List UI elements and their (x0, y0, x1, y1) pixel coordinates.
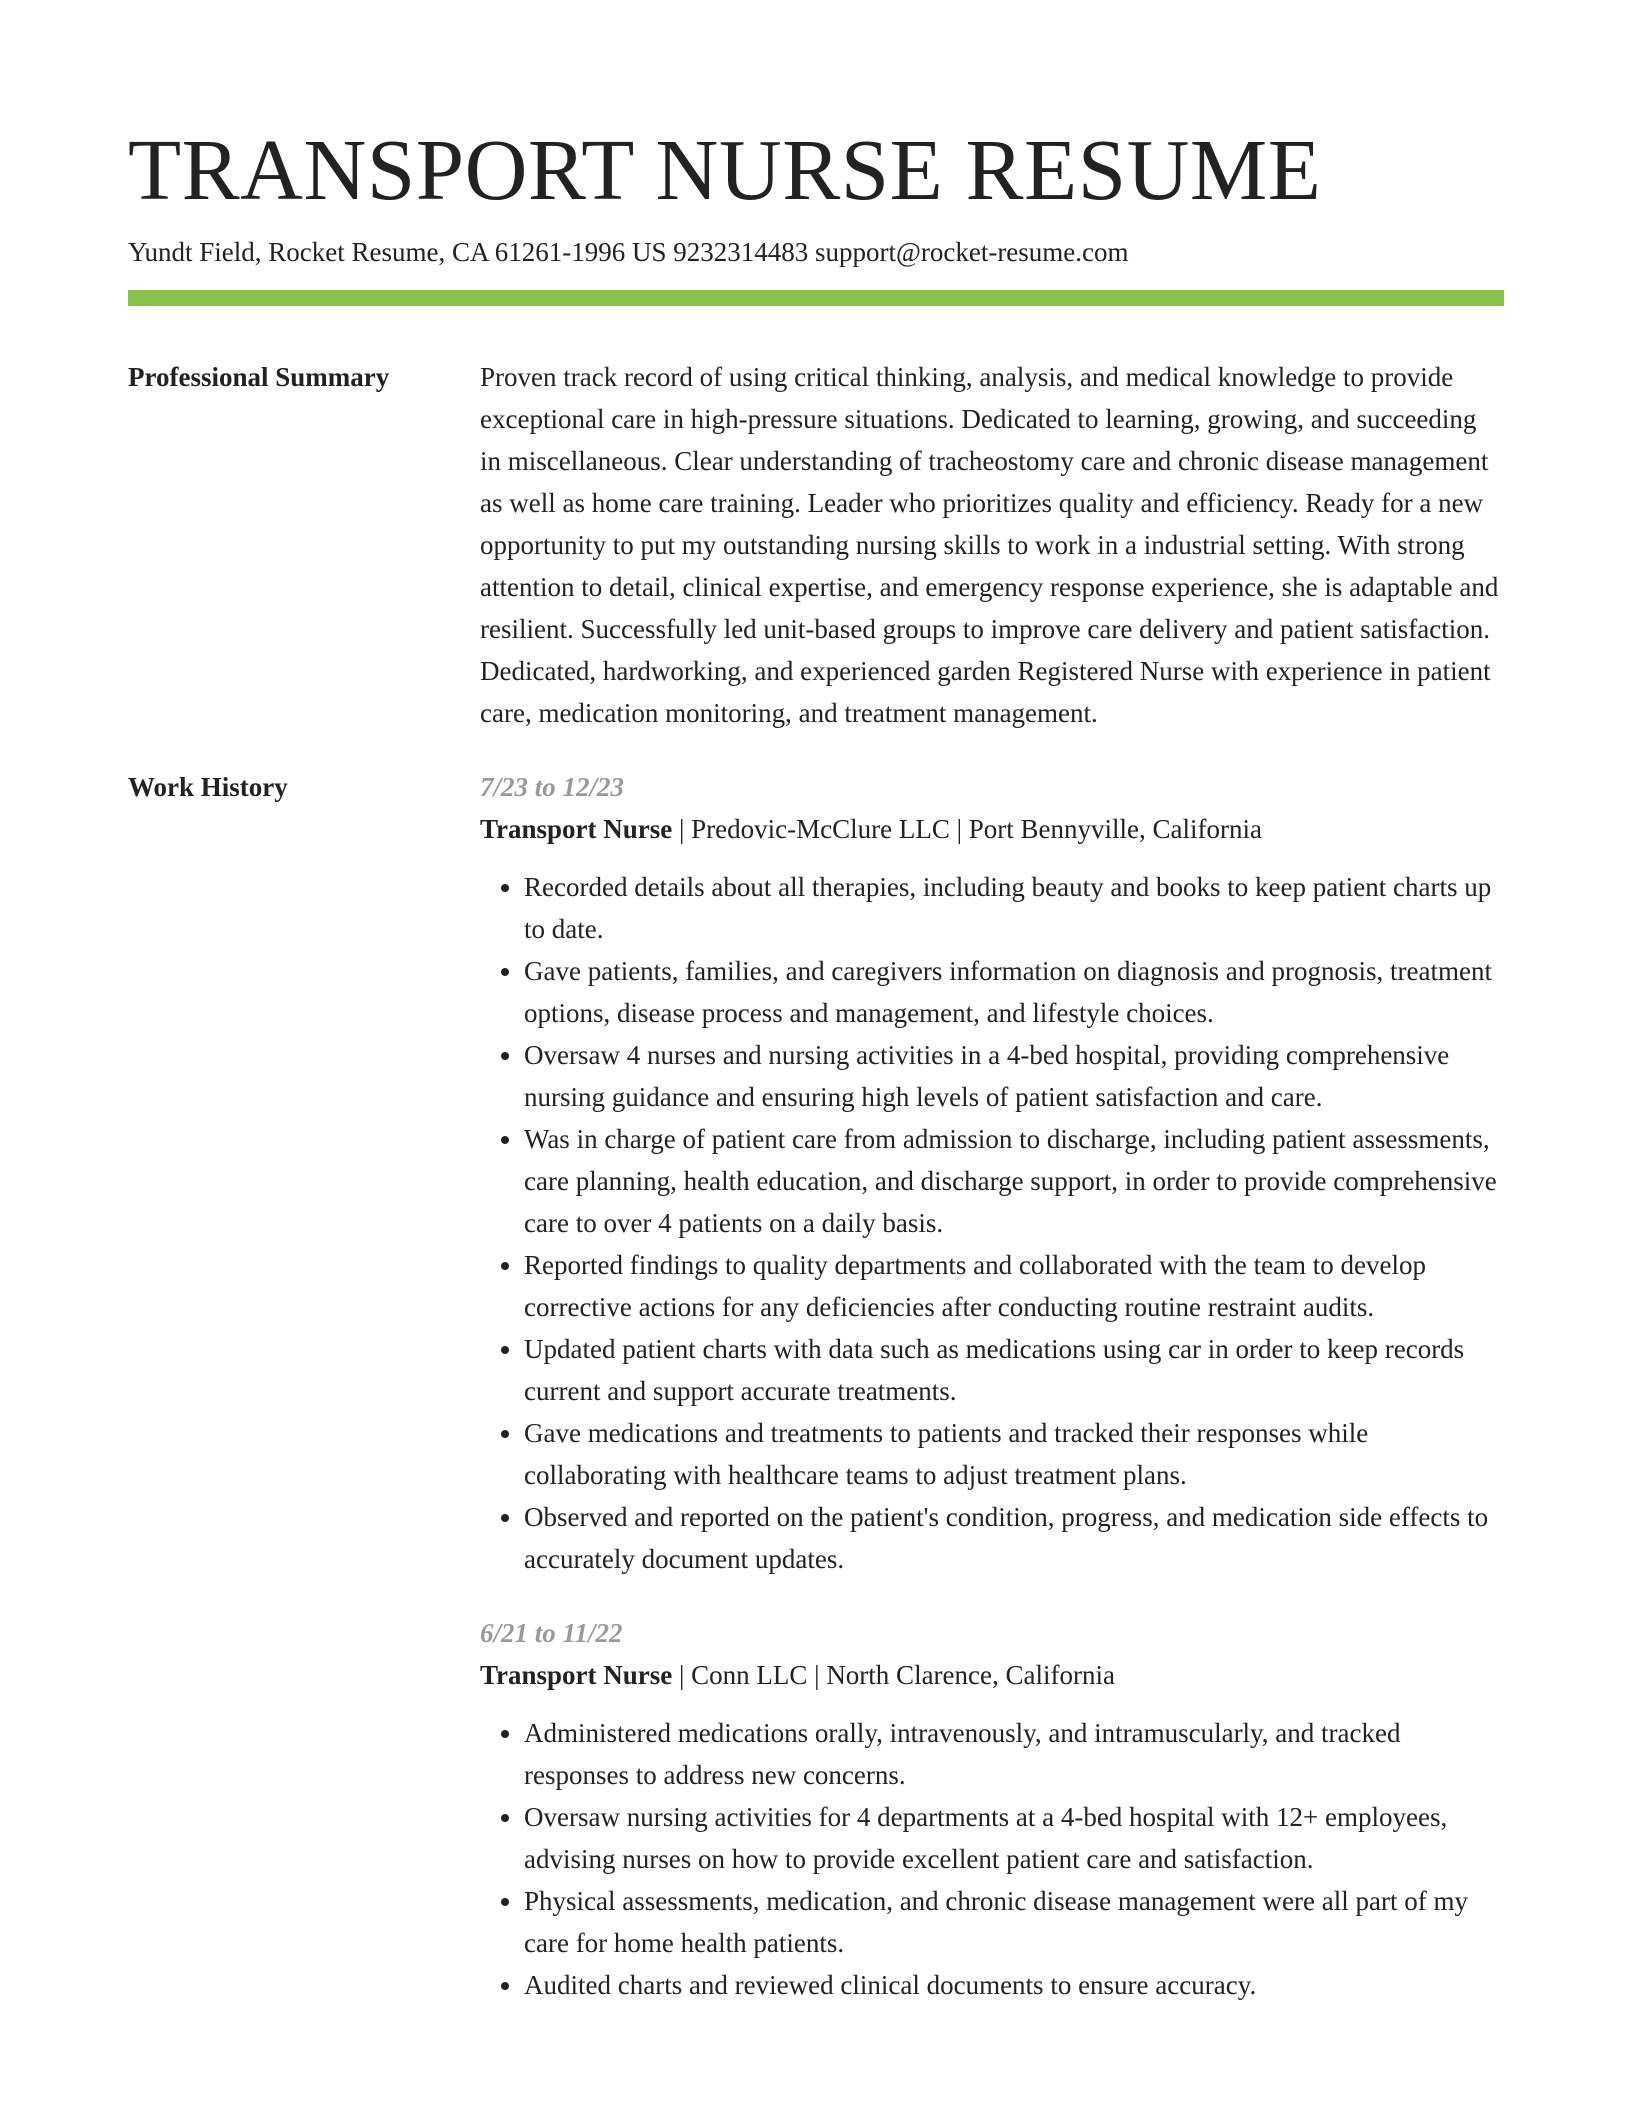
job-employer-location: | Predovic-McClure LLC | Port Bennyville, California (672, 814, 1262, 844)
job-bullet: • Was in charge of patient care from admission to discharge, including patient assessments, care planning, health education, and discharge support, in order to provide comprehensive care to over 4 patients on a daily basis. (524, 1118, 1504, 1244)
job-bullet: • Audited charts and reviewed clinical documents to ensure accuracy. (524, 1964, 1504, 2006)
job-entry (480, 766, 1504, 1580)
job-bullet: • Recorded details about all therapies, including beauty and books to keep patient charts up to date. (524, 866, 1504, 950)
job-employer-location: | Conn LLC | North Clarence, California (672, 1660, 1115, 1690)
section-label-summary: Professional Summary (128, 362, 390, 392)
resume-title: TRANSPORT NURSE RESUME (128, 121, 1322, 218)
resume-page (128, 118, 1504, 2006)
job-role: Transport Nurse (480, 814, 673, 844)
job-bullet: • Reported findings to quality departments and collaborated with the team to develop corrective actions for any deficiencies after conducting routine restraint audits. (524, 1244, 1504, 1328)
job-title-line (480, 1654, 1504, 1696)
job-role: Transport Nurse (480, 1660, 673, 1690)
job-bullet: • Observed and reported on the patient's condition, progress, and medication side effects to accurately document updates. (524, 1496, 1504, 1580)
job-bullet: • Oversaw 4 nurses and nursing activities in a 4-bed hospital, providing comprehensive nursing guidance and ensuring high levels of patient satisfaction and care. (524, 1034, 1504, 1118)
work-history-section (128, 766, 1504, 2006)
job-bullet: • Gave patients, families, and caregivers information on diagnosis and prognosis, treatment options, disease process and management, and lifestyle choices. (524, 950, 1504, 1034)
section-label-work-history: Work History (128, 772, 288, 802)
job-bullet: • Physical assessments, medication, and chronic disease management were all part of my care for home health patients. (524, 1880, 1504, 1964)
job-title-line (480, 808, 1504, 850)
job-dates: 7/23 to 12/23 (480, 772, 625, 802)
header-divider (128, 290, 1504, 306)
job-bullet: • Updated patient charts with data such as medications using car in order to keep records current and support accurate treatments. (524, 1328, 1504, 1412)
job-bullet-list (480, 866, 1504, 1580)
job-bullet: • Oversaw nursing activities for 4 departments at a 4-bed hospital with 12+ employees, advising nurses on how to provide excellent patient care and satisfaction. (524, 1796, 1504, 1880)
work-history-list (480, 766, 1504, 2006)
contact-email: support@rocket-resume.com (815, 237, 1129, 267)
contact-line (128, 234, 1504, 270)
job-entry (480, 1612, 1504, 2006)
professional-summary-section (128, 356, 1504, 734)
contact-address: Yundt Field, Rocket Resume, CA 61261-1996 US (128, 237, 667, 267)
job-bullet: • Administered medications orally, intravenously, and intramuscularly, and tracked responses to address new concerns. (524, 1712, 1504, 1796)
job-bullet: • Gave medications and treatments to patients and tracked their responses while collaborating with healthcare teams to adjust treatment plans. (524, 1412, 1504, 1496)
summary-text: Proven track record of using critical thinking, analysis, and medical knowledge to provide exceptional care in high-pressure situations. Dedicated to learning, growing, and succeeding in miscellaneous. Clear understanding of tracheostomy care and chronic disease management as well as home care training. Leader who prioritizes quality and efficiency. Ready for a new opportunity to put my outstanding nursing skills to work in a industrial setting. With strong attention to detail, clinical expertise, and emergency response experience, she is adaptable and resilient. Successfully led unit-based groups to improve care delivery and patient satisfaction. Dedicated, hardworking, and experienced garden Registered Nurse with experience in patient care, medication monitoring, and treatment management. (480, 362, 1499, 728)
job-dates: 6/21 to 11/22 (480, 1618, 623, 1648)
job-bullet-list (480, 1712, 1504, 2006)
contact-phone: 9232314483 (673, 237, 809, 267)
